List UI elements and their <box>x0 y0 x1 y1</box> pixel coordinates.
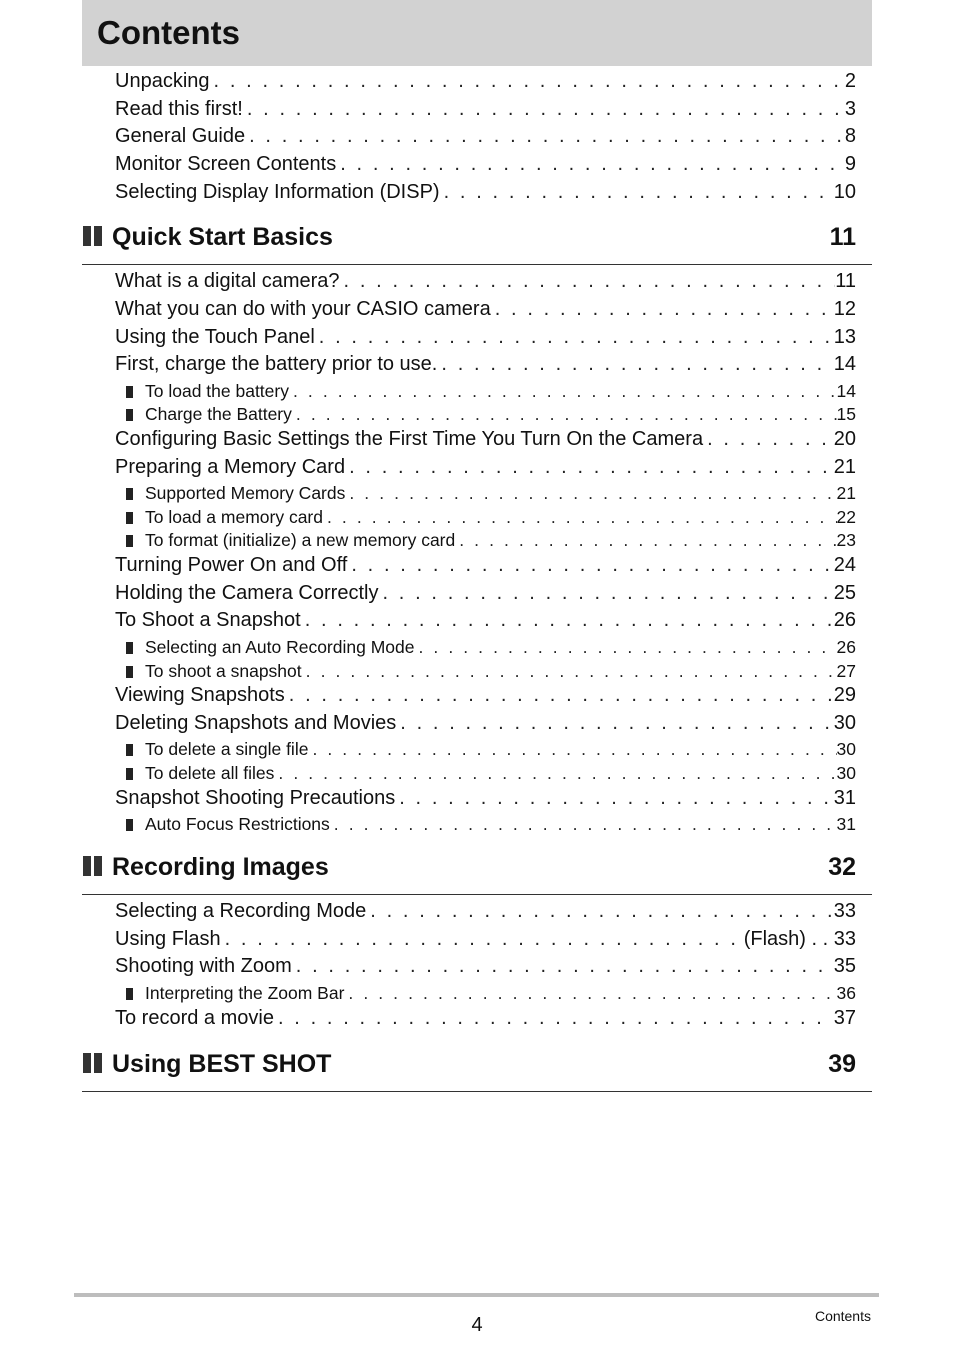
square-bullet-icon <box>126 666 133 678</box>
toc-entry[interactable] <box>115 454 856 480</box>
toc-page-number: 24 <box>833 554 856 576</box>
toc-entry-label: Auto Focus Restrictions <box>145 814 330 834</box>
toc-entry-text <box>115 454 345 480</box>
toc-entry-text <box>115 552 347 578</box>
toc-subentry[interactable] <box>126 482 856 504</box>
toc-entry-text <box>115 151 336 177</box>
toc-entry-text <box>115 607 301 633</box>
dot-leader <box>345 482 836 504</box>
toc-page-number: 26 <box>836 637 856 657</box>
page-number: 4 <box>471 1314 483 1336</box>
toc-entry-label: To load the battery <box>145 381 289 401</box>
toc-subentry[interactable] <box>126 660 856 682</box>
toc-entry-label: Using Flash <box>115 928 221 950</box>
toc-entry-text <box>115 351 437 377</box>
toc-entry-text <box>126 636 414 658</box>
toc-entry[interactable] <box>115 682 856 708</box>
toc-page-number: 21 <box>833 456 856 478</box>
toc-page-number: 35 <box>833 955 856 977</box>
square-bullet-icon <box>126 488 133 500</box>
toc-entry-text <box>115 1005 274 1031</box>
dot-leader <box>344 982 836 1004</box>
toc-entry[interactable] <box>115 179 856 205</box>
toc-subentry[interactable] <box>126 982 856 1004</box>
toc-entry-label: Selecting Display Information (DISP) <box>115 181 440 203</box>
toc-entry-label: What you can do with your CASIO camera <box>115 298 491 320</box>
toc-entry[interactable] <box>115 296 856 322</box>
toc-entry-label: To shoot a snapshot <box>145 661 302 681</box>
toc-entry-label: Holding the Camera Correctly <box>115 582 379 604</box>
page-title: Contents <box>97 14 240 51</box>
toc-page-number: 25 <box>833 582 856 604</box>
toc-entry-label: Shooting with Zoom <box>115 955 292 977</box>
toc-page-number: 30 <box>833 712 856 734</box>
toc-entry-label: To delete all files <box>145 763 275 783</box>
toc-entry[interactable] <box>115 324 856 350</box>
toc-entry[interactable] <box>115 898 856 924</box>
toc-subentry[interactable] <box>126 813 856 835</box>
toc-page-number: 14 <box>836 381 856 401</box>
toc-entry[interactable] <box>115 351 856 377</box>
footer-rule <box>74 1293 879 1297</box>
toc-page-number: 2 <box>844 70 856 92</box>
toc-entry-text <box>126 738 308 760</box>
dot-leader <box>396 710 833 736</box>
dot-leader <box>347 552 833 578</box>
toc-page-number: 14 <box>833 353 856 375</box>
square-bullet-icon <box>126 642 133 654</box>
toc-entry-label: Using the Touch Panel <box>115 326 315 348</box>
toc-entry-text <box>126 813 330 835</box>
dot-leader <box>395 785 834 811</box>
toc-page-number: 12 <box>833 298 856 320</box>
toc-entry-label: Read this first! <box>115 98 243 120</box>
dot-leader <box>455 529 836 551</box>
toc-page-number: 33 <box>833 900 856 922</box>
toc-entry-label: Configuring Basic Settings the First Time You Turn On the Camera <box>115 428 704 450</box>
dot-leader <box>330 813 837 835</box>
toc-entry-text <box>126 403 292 425</box>
square-bullet-icon <box>126 768 133 780</box>
toc-entry-label: To delete a single file <box>145 739 309 759</box>
dot-leader <box>345 454 834 480</box>
toc-page-number: 9 <box>844 153 856 175</box>
section-page-number: 39 <box>828 1050 856 1078</box>
footer-label: Contents <box>814 1308 871 1324</box>
toc-page-number: 22 <box>836 507 856 527</box>
toc-entry-text <box>126 506 323 528</box>
toc-entry-label: Deleting Snapshots and Movies <box>115 712 397 734</box>
toc-entry[interactable] <box>115 710 856 736</box>
toc-subentry[interactable] <box>126 403 856 425</box>
toc-entry-label: Snapshot Shooting Precautions <box>115 787 396 809</box>
dot-leader <box>289 380 837 402</box>
toc-page-number: 26 <box>833 609 856 631</box>
toc-entry[interactable] <box>115 580 856 606</box>
dot-leader <box>378 580 833 606</box>
dot-leader <box>340 268 836 294</box>
toc-entry-text <box>115 179 440 205</box>
square-bullet-icon <box>126 409 133 421</box>
toc-entry-text <box>115 426 703 452</box>
toc-subentry[interactable] <box>126 762 856 784</box>
toc-page-number: 31 <box>833 787 856 809</box>
dot-leader <box>302 660 837 682</box>
dot-leader <box>210 68 845 94</box>
toc-entry[interactable] <box>115 785 856 811</box>
toc-page-number: 10 <box>833 181 856 203</box>
toc-entry-text <box>115 785 395 811</box>
toc-page-number: 13 <box>833 326 856 348</box>
section-page-number: 11 <box>829 223 856 251</box>
toc-page-number: 30 <box>836 763 856 783</box>
toc-entry-label: Interpreting the Zoom Bar <box>145 983 345 1003</box>
toc-entry-label: Preparing a Memory Card <box>115 456 346 478</box>
toc-page-number: 37 <box>833 1007 856 1029</box>
toc-entry-label: Monitor Screen Contents <box>115 153 337 175</box>
square-bullet-icon <box>126 512 133 524</box>
toc-entry-text <box>115 324 315 350</box>
dot-leader <box>285 682 834 708</box>
toc-page-number: 27 <box>836 661 856 681</box>
toc-entry-label: To format (initialize) a new memory card <box>145 530 456 550</box>
toc-entry-label: To Shoot a Snapshot <box>115 609 301 631</box>
square-bullet-icon <box>126 535 133 547</box>
toc-entry[interactable] <box>115 68 856 94</box>
toc-subentry[interactable] <box>126 506 856 528</box>
toc-entry[interactable] <box>115 1005 856 1031</box>
dot-leader <box>323 506 837 528</box>
toc-subentry[interactable] <box>126 380 856 402</box>
toc-page-number: 8 <box>844 125 856 147</box>
toc-page-number: 20 <box>833 428 856 450</box>
toc-entry[interactable] <box>115 953 856 979</box>
toc-entry[interactable] <box>115 426 856 452</box>
dot-leader <box>491 296 834 322</box>
toc-page-number: 21 <box>836 483 856 503</box>
toc-page-number: 36 <box>836 983 856 1003</box>
dot-leader <box>292 403 837 425</box>
section-title: Recording Images <box>112 853 329 881</box>
section-marker-icon <box>82 226 104 246</box>
toc-entry-text <box>115 580 378 606</box>
section-page-number: 32 <box>828 853 856 881</box>
square-bullet-icon <box>126 386 133 398</box>
dot-leader <box>292 953 834 979</box>
toc-page-number: 3 <box>844 98 856 120</box>
toc-entry-text <box>115 953 292 979</box>
toc-entry-label: First, charge the battery prior to use. <box>115 353 438 375</box>
section-heading[interactable] <box>82 852 872 895</box>
toc-page-number: 11 <box>835 270 856 292</box>
toc-entry-text <box>115 96 243 122</box>
toc-entry-label: Viewing Snapshots <box>115 684 285 706</box>
toc-entry-label: Charge the Battery <box>145 404 292 424</box>
toc-entry-text <box>115 682 285 708</box>
dot-leader <box>336 151 845 177</box>
toc-entry-text <box>115 268 340 294</box>
toc-entry-label: General Guide <box>115 125 246 147</box>
toc-entry-text <box>115 926 221 952</box>
toc-entry-text <box>115 898 366 924</box>
section-marker-icon <box>82 1053 104 1073</box>
toc-page-number: 31 <box>836 814 856 834</box>
toc-entry-text <box>126 482 345 504</box>
dot-leader <box>301 607 834 633</box>
toc-entry[interactable] <box>115 607 856 633</box>
square-bullet-icon <box>126 744 133 756</box>
toc-entry-text <box>126 982 344 1004</box>
section-marker-icon <box>82 856 104 876</box>
square-bullet-icon <box>126 988 133 1000</box>
toc-entry[interactable] <box>115 123 856 149</box>
toc-entry[interactable] <box>115 926 856 952</box>
toc-entry-text <box>126 762 274 784</box>
toc-entry-label: Unpacking <box>115 70 210 92</box>
toc-page-number: 15 <box>836 404 856 424</box>
dot-leader <box>274 762 836 784</box>
toc-entry[interactable] <box>115 268 856 294</box>
section-title: Quick Start Basics <box>112 223 333 251</box>
dot-leader <box>315 324 834 350</box>
toc-entry-text <box>115 296 491 322</box>
dot-leader <box>437 351 833 377</box>
toc-entry-text <box>115 68 210 94</box>
dot-leader <box>243 96 845 122</box>
section-title: Using BEST SHOT <box>112 1050 332 1078</box>
dot-leader <box>703 426 834 452</box>
section-heading[interactable] <box>82 222 872 265</box>
dot-leader <box>221 926 744 952</box>
toc-entry[interactable] <box>115 96 856 122</box>
square-bullet-icon <box>126 819 133 831</box>
toc-entry-label: Selecting an Auto Recording Mode <box>145 637 415 657</box>
toc-page-number: 29 <box>833 684 856 706</box>
toc-subentry[interactable] <box>126 738 856 760</box>
dot-leader <box>414 636 836 658</box>
toc-entry-label: To load a memory card <box>145 507 323 527</box>
toc-entry-label: To record a movie <box>115 1007 274 1029</box>
toc-entry-label: What is a digital camera? <box>115 270 340 292</box>
toc-entry[interactable] <box>115 151 856 177</box>
toc-entry-label: Selecting a Recording Mode <box>115 900 367 922</box>
toc-subentry[interactable] <box>126 529 856 551</box>
toc-entry-text <box>126 380 289 402</box>
toc-subentry[interactable] <box>126 636 856 658</box>
toc-entry-text <box>126 529 455 551</box>
toc-entry-label: Turning Power On and Off <box>115 554 348 576</box>
section-heading[interactable] <box>82 1049 872 1092</box>
toc-entry-text <box>126 660 302 682</box>
toc-entry[interactable] <box>115 552 856 578</box>
dot-leader <box>245 123 845 149</box>
dot-leader <box>274 1005 834 1031</box>
dot-leader <box>440 179 834 205</box>
dot-leader <box>308 738 836 760</box>
toc-entry-text <box>115 710 396 736</box>
toc-page-number: 23 <box>836 530 856 550</box>
toc-entry-text <box>115 123 245 149</box>
toc-page-number: 30 <box>836 739 856 759</box>
toc-page-number: (Flash) . . 33 <box>743 928 856 950</box>
dot-leader <box>366 898 833 924</box>
toc-entry-label: Supported Memory Cards <box>145 483 346 503</box>
